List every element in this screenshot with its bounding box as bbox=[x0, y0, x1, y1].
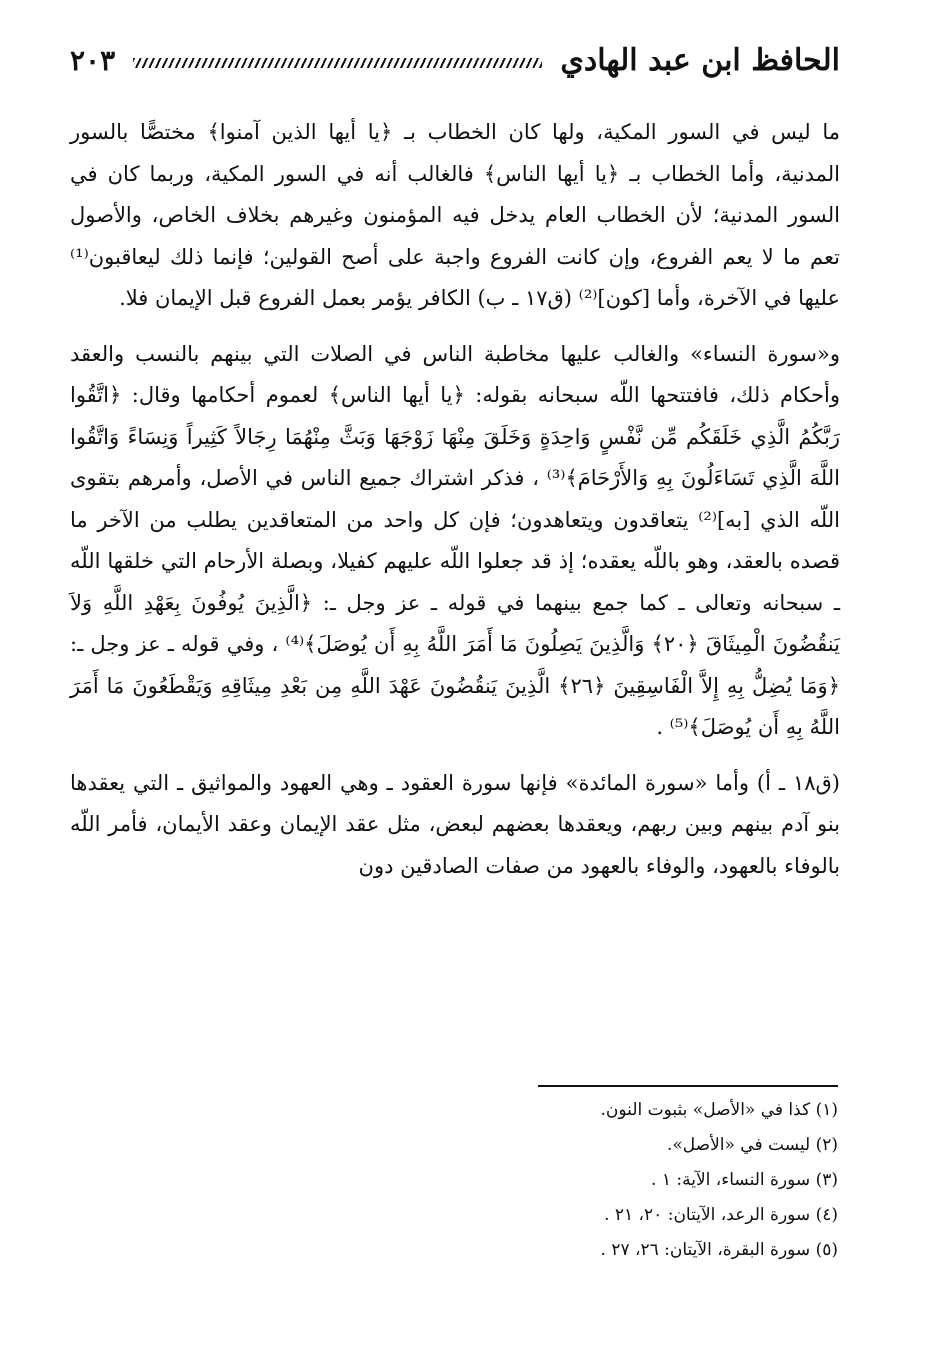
footnote: (٤) سورة الرعد، الآيتان: ٢٠، ٢١ . bbox=[604, 1205, 838, 1225]
page-header bbox=[70, 30, 840, 90]
footnote: (٢) ليست في «الأصل». bbox=[666, 1135, 838, 1155]
footnote: (٣) سورة النساء، الآية: ١ . bbox=[651, 1170, 838, 1190]
paragraph: و«سورة النساء» والغالب عليها مخاطبة الناس في الصلات التي بينهم بالنسب والعقد وأحكام ذلك، فافتتحها اللّه سبحانه بقوله: ﴿يا أيها الناس﴾ لعموم أحكامها وقال: ﴿اتَّقُوا رَبَّكُمُ الَّذِي خَلَقَكُم مِّن نَّفْسٍ وَاحِدَةٍ وَخَلَقَ مِنْهَا زَوْجَهَا وَبَثَّ مِنْهُمَا رِجَالاً كَثِيراً وَنِسَاءً وَاتَّقُوا اللَّهَ الَّذِي تَسَاءَلُونَ بِهِ وَالأَرْحَامَ﴾⁽³⁾ ، فذكر اشتراك جميع الناس في الأصل، وأمرهم بتقوى اللّه الذي [به]⁽²⁾ يتعاقدون ويتعاهدون؛ فإن كل واحد من المتعاقدين يطلب من الآخر ما قصده بالعقد، وهو باللّه يعقده؛ إذ قد جعلوا اللّه عليهم كفيلا، وبصلة الأرحام التي خلقها اللّه ـ سبحانه وتعالى ـ كما جمع بينهما في قوله ـ عز وجل ـ: ﴿الَّذِينَ يُوفُونَ بِعَهْدِ اللَّهِ وَلاَ يَنقُضُونَ الْمِيثَاقَ ﴿٢٠﴾ وَالَّذِينَ يَصِلُونَ مَا أَمَرَ اللَّهُ بِهِ أَن يُوصَلَ﴾⁽⁴⁾ ، وفي قوله ـ عز وجل ـ: ﴿وَمَا يُضِلُّ بِهِ إِلاَّ الْفَاسِقِينَ ﴿٢٦﴾ الَّذِينَ يَنقُضُونَ عَهْدَ اللَّهِ مِن بَعْدِ مِيثَاقِهِ وَيَقْطَعُونَ مَا أَمَرَ اللَّهُ بِهِ أَن يُوصَلَ﴾⁽⁵⁾ . bbox=[70, 341, 840, 739]
paragraph: ما ليس في السور المكية، ولها كان الخطاب بـ ﴿يا أيها الذين آمنوا﴾ مختصًّا بالسور المدنية، وأما الخطاب بـ ﴿يا أيها الناس﴾ فالغالب أنه في السور المكية، وربما كان في السور المدنية؛ لأن الخطاب العام يدخل فيه المؤمنون وغيرهم بخلاف الخاص، والأصول تعم ما لا يعم الفروع، وإن كانت الفروع واجبة على أصح القولين؛ فإنما ذلك ليعاقبون⁽¹⁾ عليها في الآخرة، وأما [كون]⁽²⁾ (ق١٧ ـ ب) الكافر يؤمر بعمل الفروع قبل الإيمان فلا. bbox=[70, 120, 840, 310]
running-title: الحافظ ابن عبد الهادي bbox=[560, 42, 840, 78]
decorative-rule bbox=[133, 58, 542, 68]
footnote: (٥) سورة البقرة، الآيتان: ٢٦، ٢٧ . bbox=[600, 1240, 838, 1260]
footnote-separator bbox=[538, 1085, 838, 1087]
page-number: ٢٠٣ bbox=[70, 43, 116, 77]
footnote: (١) كذا في «الأصل» بثبوت النون. bbox=[600, 1100, 838, 1120]
footnotes bbox=[238, 1093, 838, 1268]
paragraph: (ق١٨ ـ أ) وأما «سورة المائدة» فإنها سورة العقود ـ وهي العهود والمواثيق ـ التي يعقدها بنو آدم بينهم وبين ربهم، ويعقدها بعضهم لبعض، مثل عقد الإيمان وعقد الأيمان، فأمر اللّه بالوفاء بالعهود، والوفاء بالعهود من صفات الصادقين دون bbox=[70, 770, 840, 878]
body-text bbox=[70, 112, 840, 887]
